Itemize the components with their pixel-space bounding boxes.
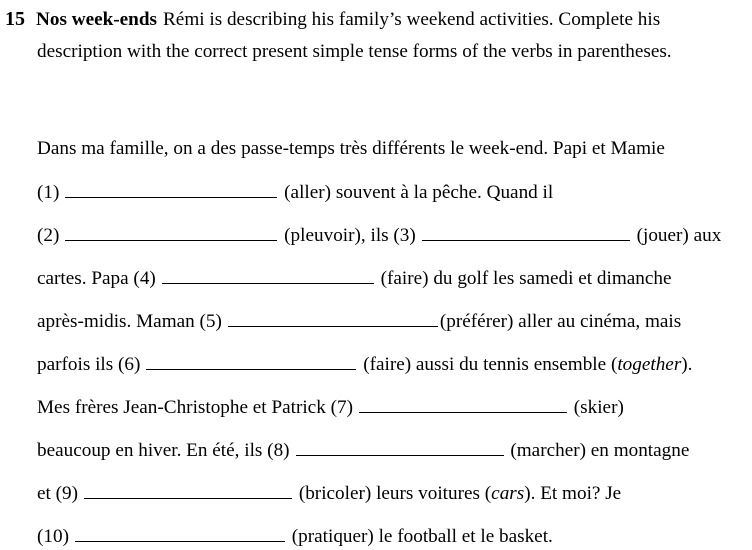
passage-line-8: [37, 438, 689, 463]
passage-text: (bricoler) leurs voitures (: [298, 483, 492, 504]
answer-blank-7[interactable]: [359, 395, 567, 413]
passage-text: (skier): [573, 397, 624, 418]
passage-text: (faire) aussi du tennis ensemble (: [363, 354, 618, 375]
passage-text: Mes frères Jean-Christophe et Patrick (7): [37, 397, 353, 418]
passage-italic-word: cars: [491, 483, 525, 504]
passage-text: parfois ils (6): [37, 354, 141, 375]
passage-line-6: [37, 352, 692, 377]
passage-text: ).: [681, 354, 693, 375]
passage-line-2: [37, 180, 553, 205]
passage-text: (préférer) aller au cinéma, mais: [439, 311, 682, 332]
answer-blank-1[interactable]: [65, 180, 277, 198]
blank-number-10: (10): [37, 526, 69, 547]
passage-text: (pratiquer) le football et le basket.: [291, 526, 553, 547]
exercise-number: 15: [5, 8, 25, 30]
passage-text: Dans ma famille, on a des passe-temps très différents le week-end. Papi et Mamie: [37, 138, 665, 159]
instructions-line-1: Rémi is describing his family’s weekend activities. Complete his: [163, 9, 661, 30]
passage-line-4: [37, 266, 672, 291]
blank-number-2: (2): [37, 225, 60, 246]
exercise-title: Nos week-ends: [36, 9, 157, 30]
answer-blank-4[interactable]: [162, 266, 374, 284]
passage-line-7: [37, 395, 624, 420]
instructions-line-2: description with the correct present simple tense forms of the verbs in parentheses.: [37, 41, 672, 62]
exercise-header: [5, 3, 750, 68]
passage-line-9: [37, 481, 621, 506]
answer-blank-3[interactable]: [422, 223, 630, 241]
passage-line-3: [37, 223, 721, 248]
passage-text: cartes. Papa (4): [37, 268, 156, 289]
answer-blank-2[interactable]: [65, 223, 277, 241]
blank-number-1: (1): [37, 182, 60, 203]
passage-text: après-midis. Maman (5): [37, 311, 222, 332]
passage-line-5: [37, 309, 681, 334]
passage-line-1: [37, 137, 665, 161]
answer-blank-6[interactable]: [146, 352, 356, 370]
passage-text: (faire) du golf les samedi et dimanche: [380, 268, 672, 289]
passage-line-10: [37, 524, 553, 549]
passage-italic-word: together: [617, 354, 682, 375]
answer-blank-8[interactable]: [296, 438, 504, 456]
answer-blank-5[interactable]: [228, 309, 438, 327]
answer-blank-9[interactable]: [84, 481, 292, 499]
passage-text: ). Et moi? Je: [524, 483, 622, 504]
passage-text: (aller) souvent à la pêche. Quand il: [284, 182, 554, 203]
answer-blank-10[interactable]: [75, 524, 285, 542]
passage-text: (marcher) en montagne: [510, 440, 690, 461]
passage-text: (jouer) aux: [636, 225, 722, 246]
passage-text: et (9): [37, 483, 79, 504]
passage-text: (pleuvoir), ils (3): [284, 225, 416, 246]
passage-text: beaucoup en hiver. En été, ils (8): [37, 440, 290, 461]
